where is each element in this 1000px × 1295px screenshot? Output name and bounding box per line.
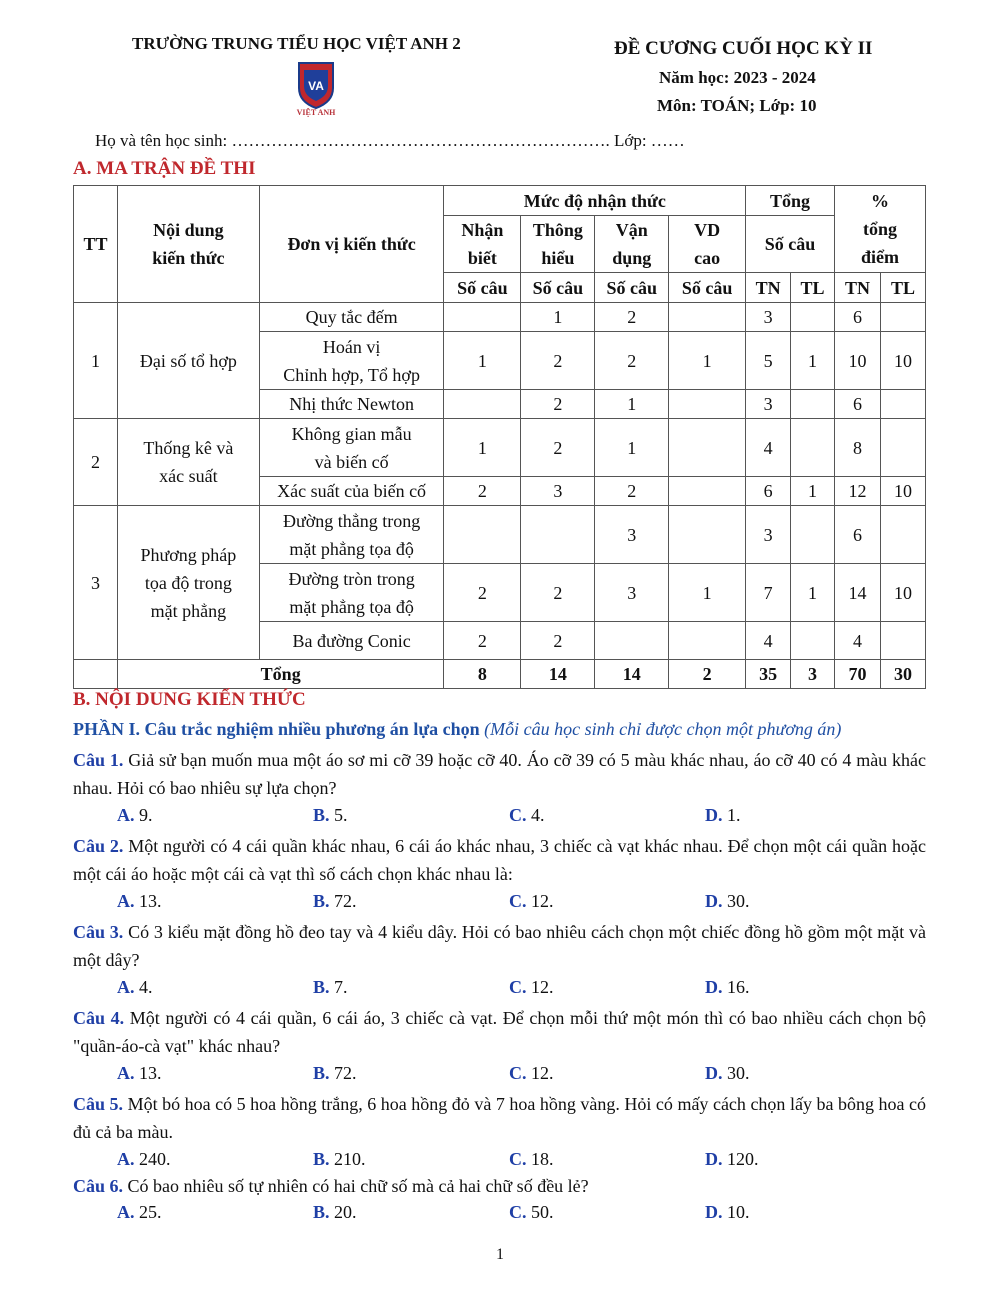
total-label: Tổng — [117, 660, 443, 689]
value-cell: 2 — [521, 419, 595, 477]
value-cell — [444, 390, 521, 419]
section-b-title: B. NỘI DUNG KIẾN THỨC — [73, 689, 306, 710]
value-cell: 2 — [521, 622, 595, 660]
svg-text:VA: VA — [308, 79, 324, 93]
option-c: C. 4. — [509, 805, 545, 825]
value-cell: 1 — [669, 332, 746, 390]
value-cell: 2 — [444, 564, 521, 622]
option-a: A. 13. — [117, 1063, 162, 1083]
total-cell: 35 — [746, 660, 791, 689]
option-a: A. 25. — [117, 1202, 162, 1222]
table-row — [74, 419, 926, 477]
value-cell — [791, 390, 835, 419]
value-cell — [791, 303, 835, 332]
value-cell — [669, 419, 746, 477]
value-cell — [669, 390, 746, 419]
value-cell — [880, 506, 925, 564]
tn-header: TN — [746, 273, 791, 303]
value-cell: 4 — [746, 622, 791, 660]
value-cell: 3 — [595, 564, 669, 622]
table-row — [74, 303, 926, 332]
question-2-options — [117, 891, 917, 917]
value-cell — [444, 506, 521, 564]
value-cell: 6 — [746, 477, 791, 506]
question-3: Câu 3. Có 3 kiểu mặt đồng hồ đeo tay và 4 kiểu dây. Hỏi có bao nhiêu cách chọn một chiếc đồng hồ gồm một mặt và một dây? — [73, 922, 927, 970]
value-cell: 10 — [835, 332, 881, 390]
value-cell: 2 — [595, 303, 669, 332]
unit-cell: Ba đường Conic — [259, 622, 444, 660]
value-cell — [791, 419, 835, 477]
value-cell: 2 — [521, 390, 595, 419]
count-header: Số câu — [521, 273, 595, 303]
value-cell — [880, 303, 925, 332]
value-cell: 4 — [835, 622, 881, 660]
option-d: D. 16. — [705, 977, 750, 997]
total-row — [74, 660, 926, 689]
value-cell: 6 — [835, 390, 881, 419]
subject-grade: Môn: TOÁN; Lớp: 10 — [657, 96, 817, 115]
option-d: D. 30. — [705, 891, 750, 911]
option-b: B. 7. — [313, 977, 348, 997]
level-apply: Vận dụng — [595, 216, 669, 273]
question-4-options — [117, 1063, 917, 1089]
unit-cell: Nhị thức Newton — [259, 390, 444, 419]
unit-cell: Hoán vị Chỉnh hợp, Tổ hợp — [259, 332, 444, 390]
unit-cell: Đường tròn trong mặt phẳng tọa độ — [259, 564, 444, 622]
value-cell — [669, 506, 746, 564]
value-cell: 3 — [746, 390, 791, 419]
value-cell: 2 — [444, 477, 521, 506]
col-tt: TT — [74, 186, 118, 303]
question-4: Câu 4. Một người có 4 cái quần, 6 cái áo, 3 chiếc cà vạt. Để chọn mỗi thứ một món thì có bao nhiều cách chọn bộ "quần-áo-cà vạt" khác nhau? — [73, 1008, 927, 1056]
tl-header: TL — [791, 273, 835, 303]
total-cell: 14 — [521, 660, 595, 689]
option-b: B. 72. — [313, 1063, 357, 1083]
unit-cell: Đường thẳng trong mặt phẳng tọa độ — [259, 506, 444, 564]
option-a: A. 4. — [117, 977, 153, 997]
question-1-options — [117, 805, 917, 831]
value-cell — [791, 622, 835, 660]
col-total: Tổng — [746, 186, 835, 216]
total-cell: 70 — [835, 660, 881, 689]
total-cell: 30 — [880, 660, 925, 689]
value-cell: 1 — [444, 332, 521, 390]
exam-matrix-table — [73, 185, 926, 689]
value-cell: 10 — [880, 564, 925, 622]
exam-title: ĐỀ CƯƠNG CUỐI HỌC KỲ II — [614, 38, 873, 59]
value-cell: 1 — [791, 564, 835, 622]
option-d: D. 30. — [705, 1063, 750, 1083]
value-cell: 1 — [595, 390, 669, 419]
option-c: C. 12. — [509, 891, 554, 911]
col-content: Nội dung kiến thức — [117, 186, 259, 303]
empty-cell — [74, 660, 118, 689]
value-cell — [669, 477, 746, 506]
question-2: Câu 2. Một người có 4 cái quần khác nhau, 6 cái áo khác nhau, 3 chiếc cà vạt khác nhau. Để chọn một cái quần hoặc một cái áo hoặc một cái cà vạt thì số cách chọn khác nhau là: — [73, 836, 927, 884]
level-recognize: Nhận biết — [444, 216, 521, 273]
option-d: D. 10. — [705, 1202, 750, 1222]
value-cell: 7 — [746, 564, 791, 622]
value-cell: 2 — [444, 622, 521, 660]
option-b: B. 5. — [313, 805, 348, 825]
total-cell: 3 — [791, 660, 835, 689]
option-c: C. 12. — [509, 977, 554, 997]
total-cell: 8 — [444, 660, 521, 689]
value-cell — [444, 303, 521, 332]
part-1-title: PHẦN I. Câu trắc nghiệm nhiều phương án lựa chọn (Mỗi câu học sinh chỉ được chọn một phương án) — [73, 719, 842, 739]
unit-cell: Xác suất của biến cố — [259, 477, 444, 506]
value-cell: 1 — [791, 332, 835, 390]
value-cell: 3 — [746, 303, 791, 332]
value-cell: 2 — [595, 477, 669, 506]
option-b: B. 210. — [313, 1149, 366, 1169]
total-count-header: Số câu — [746, 216, 835, 273]
option-a: A. 9. — [117, 805, 153, 825]
value-cell — [880, 419, 925, 477]
option-a: A. 240. — [117, 1149, 171, 1169]
option-d: D. 120. — [705, 1149, 759, 1169]
unit-cell: Quy tắc đếm — [259, 303, 444, 332]
header-row-1 — [74, 186, 926, 216]
col-percent: % tổng điểm — [835, 186, 926, 273]
value-cell: 5 — [746, 332, 791, 390]
option-c: C. 50. — [509, 1202, 554, 1222]
student-name-line: Họ và tên học sinh: …………………………………………………………. Lớp: …… — [95, 131, 685, 150]
value-cell: 3 — [595, 506, 669, 564]
value-cell: 3 — [521, 477, 595, 506]
question-1: Câu 1. Giả sử bạn muốn mua một áo sơ mi cỡ 39 hoặc cỡ 40. Áo cỡ 39 có 5 màu khác nhau, áo cỡ 40 có 4 màu khác nhau. Hỏi có bao nhiêu sự lựa chọn? — [73, 750, 927, 798]
logo-caption: VIỆT ANH — [296, 108, 336, 117]
option-a: A. 13. — [117, 891, 162, 911]
option-d: D. 1. — [705, 805, 741, 825]
table-row — [74, 506, 926, 564]
group-number: 2 — [74, 419, 118, 506]
value-cell: 1 — [595, 419, 669, 477]
group-content: Thống kê và xác suất — [117, 419, 259, 506]
unit-cell: Không gian mẫu và biến cố — [259, 419, 444, 477]
option-b: B. 72. — [313, 891, 357, 911]
group-number: 3 — [74, 506, 118, 660]
value-cell — [669, 303, 746, 332]
count-header: Số câu — [669, 273, 746, 303]
value-cell: 1 — [521, 303, 595, 332]
col-level: Mức độ nhận thức — [444, 186, 746, 216]
option-c: C. 12. — [509, 1063, 554, 1083]
tl-header: TL — [880, 273, 925, 303]
level-understand: Thông hiểu — [521, 216, 595, 273]
question-6: Câu 6. Có bao nhiêu số tự nhiên có hai chữ số mà cả hai chữ số đều lẻ? — [73, 1176, 589, 1196]
question-3-options — [117, 977, 917, 1003]
question-5: Câu 5. Một bó hoa có 5 hoa hồng trắng, 6 hoa hồng đỏ và 7 hoa hồng vàng. Hỏi có mấy cách chọn lấy ba bông hoa có đủ cả ba màu. — [73, 1094, 927, 1142]
value-cell — [669, 622, 746, 660]
count-header: Số câu — [444, 273, 521, 303]
value-cell: 2 — [595, 332, 669, 390]
value-cell: 4 — [746, 419, 791, 477]
question-6-options — [117, 1202, 917, 1228]
option-c: C. 18. — [509, 1149, 554, 1169]
value-cell — [880, 390, 925, 419]
group-content: Phương pháp tọa độ trong mặt phẳng — [117, 506, 259, 660]
group-number: 1 — [74, 303, 118, 419]
level-advanced: VD cao — [669, 216, 746, 273]
school-name: TRƯỜNG TRUNG TIỂU HỌC VIỆT ANH 2 — [132, 34, 461, 53]
section-a-title: A. MA TRẬN ĐỀ THI — [73, 158, 256, 179]
total-cell: 2 — [669, 660, 746, 689]
value-cell: 14 — [835, 564, 881, 622]
value-cell: 2 — [521, 332, 595, 390]
value-cell: 1 — [444, 419, 521, 477]
page-number: 1 — [496, 1246, 504, 1263]
group-content: Đại số tổ hợp — [117, 303, 259, 419]
value-cell: 6 — [835, 506, 881, 564]
value-cell: 12 — [835, 477, 881, 506]
value-cell — [791, 506, 835, 564]
value-cell: 10 — [880, 477, 925, 506]
col-unit: Đơn vị kiến thức — [259, 186, 444, 303]
value-cell — [521, 506, 595, 564]
tn-header: TN — [835, 273, 881, 303]
option-b: B. 20. — [313, 1202, 357, 1222]
school-year: Năm học: 2023 - 2024 — [659, 68, 816, 87]
count-header: Số câu — [595, 273, 669, 303]
value-cell — [880, 622, 925, 660]
value-cell: 10 — [880, 332, 925, 390]
value-cell — [595, 622, 669, 660]
value-cell: 2 — [521, 564, 595, 622]
value-cell: 3 — [746, 506, 791, 564]
total-cell: 14 — [595, 660, 669, 689]
value-cell: 8 — [835, 419, 881, 477]
value-cell: 6 — [835, 303, 881, 332]
value-cell: 1 — [791, 477, 835, 506]
value-cell: 1 — [669, 564, 746, 622]
